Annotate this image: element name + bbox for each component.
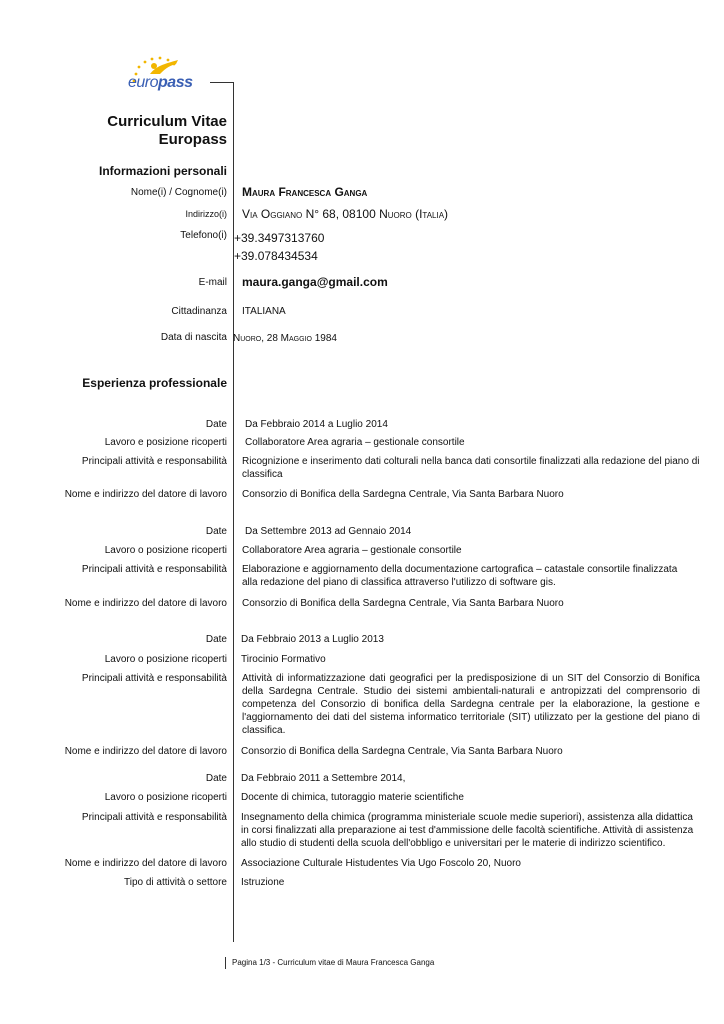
footer-rule xyxy=(225,957,226,969)
exp2-date: Da Settembre 2013 ad Gennaio 2014 xyxy=(245,526,412,537)
name-value: Maura Francesca Ganga xyxy=(242,185,368,199)
footer-text: Pagina 1/3 - Curriculum vitae di Maura Francesca Ganga xyxy=(232,958,435,968)
exp4-employer: Associazione Culturale Histudentes Via Ugo Foscolo 20, Nuoro xyxy=(241,858,521,869)
exp4-activities-label: Principali attività e responsabilità xyxy=(81,812,227,823)
exp4-date-label: Date xyxy=(205,773,227,784)
address-label: Indirizzo(i) xyxy=(185,209,227,219)
exp1-employer-label: Nome e indirizzo del datore di lavoro xyxy=(64,489,227,500)
exp3-employer-label: Nome e indirizzo del datore di lavoro xyxy=(64,746,227,757)
exp2-employer: Consorzio di Bonifica della Sardegna Centrale, Via Santa Barbara Nuoro xyxy=(242,598,564,609)
address-value: Via Oggiano N° 68, 08100 Nuoro (Italia) xyxy=(242,207,449,221)
exp3-date-label: Date xyxy=(205,634,227,645)
exp4-employer-label: Nome e indirizzo del datore di lavoro xyxy=(64,858,227,869)
citizenship-label: Cittadinanza xyxy=(171,306,227,317)
exp4-role: Docente di chimica, tutoraggio materie scientifiche xyxy=(241,792,464,803)
exp3-role-label: Lavoro o posizione ricoperti xyxy=(104,654,227,665)
birth-label: Data di nascita xyxy=(160,332,227,343)
exp3-date: Da Febbraio 2013 a Luglio 2013 xyxy=(241,634,384,645)
column-divider xyxy=(233,82,234,942)
logo-text-pass: pass xyxy=(158,74,193,91)
phone-label: Telefono(i) xyxy=(180,230,227,241)
exp1-role-label: Lavoro e posizione ricoperti xyxy=(104,437,227,448)
exp2-employer-label: Nome e indirizzo del datore di lavoro xyxy=(64,598,227,609)
email-value[interactable]: maura.ganga@gmail.com xyxy=(242,275,388,289)
name-label: Nome(i) / Cognome(i) xyxy=(130,187,227,198)
citizenship-value: ITALIANA xyxy=(242,306,286,317)
phone-value-1: +39.3497313760 xyxy=(234,231,325,245)
exp1-activities-label: Principali attività e responsabilità xyxy=(81,456,227,467)
header-rule xyxy=(210,82,234,83)
exp4-type-label: Tipo di attività o settore xyxy=(123,877,227,888)
section-heading-experience: Esperienza professionale xyxy=(82,376,227,390)
europass-logo xyxy=(120,52,212,96)
section-heading-personal: Informazioni personali xyxy=(98,164,227,178)
exp2-role: Collaboratore Area agraria – gestionale consortile xyxy=(242,545,462,556)
exp3-activities-label: Principali attività e responsabilità xyxy=(81,673,227,684)
exp1-date-label: Date xyxy=(205,419,227,430)
exp2-activities: Elaborazione e aggiornamento della documentazione cartografica – catastale consortile finalizzata alla redazione del piano di classifica attraverso l'utilizzo di software gis. xyxy=(242,564,678,588)
exp3-activities: Attività di informatizzazione dati geografici per la predisposizione di un SIT del Consorzio di Bonifica della Sardegna Centrale. Studio dei sistemi ambientali-naturali e antropizzati del comprensorio di competenza del Consorzio di bonifica della Sardegna centrale per la elaborazione, la gestione e l'aggiornamento dei dati del sistema informatico territoriale (SIT) utilizzato per la gestione del piano di classifica. xyxy=(242,673,700,736)
exp1-activities: Ricognizione e inserimento dati colturali nella banca dati consortile finalizzati alla redazione del piano di classifica xyxy=(242,456,700,480)
email-label: E-mail xyxy=(198,277,227,288)
page-footer xyxy=(225,957,434,969)
exp2-activities-label: Principali attività e responsabilità xyxy=(81,564,227,575)
cv-title-line2: Europass xyxy=(158,131,227,148)
exp4-date: Da Febbraio 2011 a Settembre 2014, xyxy=(241,773,406,784)
cv-title xyxy=(107,113,227,149)
exp2-date-label: Date xyxy=(205,526,227,537)
logo-text-euro: euro xyxy=(128,74,159,91)
exp4-activities: Insegnamento della chimica (programma ministeriale scuole medie superiori), assistenza alla didattica in corsi finalizzati alla preparazione ai test d'ammissione delle facoltà scientifiche. Attività di assistenza allo studio di studenti della scuola dell'obbligo e universitari per le materie di indirizzo scientifico. xyxy=(241,812,694,849)
exp2-role-label: Lavoro o posizione ricoperti xyxy=(104,545,227,556)
exp1-role: Collaboratore Area agraria – gestionale consortile xyxy=(245,437,465,448)
exp4-type: Istruzione xyxy=(241,877,285,888)
phone-value-2: +39.078434534 xyxy=(234,249,318,263)
exp4-role-label: Lavoro o posizione ricoperti xyxy=(104,792,227,803)
exp3-employer: Consorzio di Bonifica della Sardegna Centrale, Via Santa Barbara Nuoro xyxy=(241,746,563,757)
exp1-employer: Consorzio di Bonifica della Sardegna Centrale, Via Santa Barbara Nuoro xyxy=(242,489,564,500)
birth-value: Nuoro, 28 Maggio 1984 xyxy=(233,333,337,344)
exp1-date: Da Febbraio 2014 a Luglio 2014 xyxy=(245,419,388,430)
cv-title-line1: Curriculum Vitae xyxy=(107,113,227,130)
exp3-role: Tirocinio Formativo xyxy=(241,654,326,665)
